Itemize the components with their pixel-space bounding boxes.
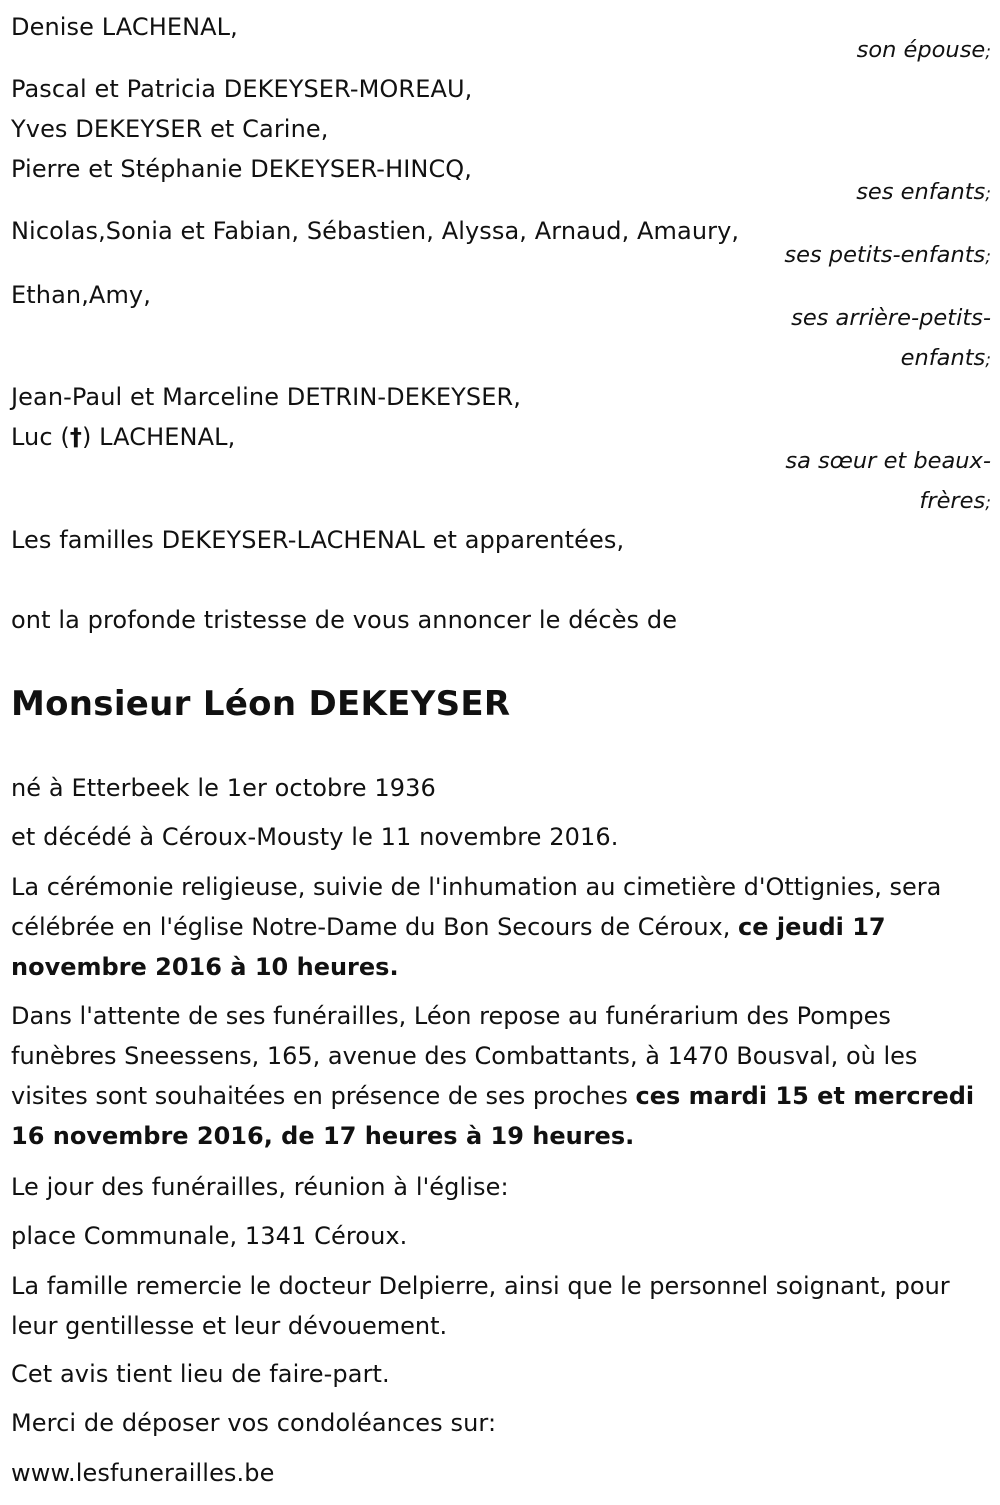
relation-great-grandchildren-line1: ses arrière-petits- (791, 305, 991, 331)
condolences-line: Merci de déposer vos condoléances sur: (11, 1409, 497, 1437)
child-name: Pascal et Patricia DEKEYSER-MOREAU, (11, 75, 473, 103)
sibling-name: Jean-Paul et Marceline DETRIN-DEKEYSER, (11, 383, 521, 411)
relation-siblings-line1: sa sœur et beaux- (785, 448, 991, 474)
notice-line: Cet avis tient lieu de faire-part. (11, 1360, 390, 1388)
families-line: Les familles DEKEYSER-LACHENAL et apparentées, (11, 526, 625, 554)
child-name: Pierre et Stéphanie DEKEYSER-HINCQ, (11, 155, 473, 183)
relation-spouse: son épouse; (856, 37, 991, 63)
announcement: ont la profonde tristesse de vous annoncer le décès de (11, 606, 678, 634)
relation-great-grandchildren-line2: enfants; (900, 345, 991, 371)
thanks-paragraph: La famille remercie le docteur Delpierre, ainsi que le personnel soignant, pour leur gentillesse et leur dévouement. (11, 1272, 950, 1340)
church-address: place Communale, 1341 Céroux. (11, 1222, 408, 1250)
spouse-name: Denise LACHENAL, (11, 13, 238, 41)
death-info: et décédé à Céroux-Mousty le 11 novembre 2016. (11, 823, 619, 851)
grandchildren-names: Nicolas,Sonia et Fabian, Sébastien, Alyssa, Arnaud, Amaury, (11, 217, 740, 245)
birth-info: né à Etterbeek le 1er octobre 1936 (11, 774, 436, 802)
relation-grandchildren: ses petits-enfants; (784, 242, 991, 268)
cross-icon: † (69, 423, 82, 451)
deceased-name: Monsieur Léon DEKEYSER (11, 684, 511, 724)
ceremony-paragraph: La cérémonie religieuse, suivie de l'inhumation au cimetière d'Ottignies, sera célébrée en l'église Notre-Dame du Bon Secours de Céroux, ce jeudi 17 novembre 2016 à 10 heures. (11, 873, 942, 981)
sibling-name-luc: Luc (†) LACHENAL, (11, 423, 236, 451)
child-name: Yves DEKEYSER et Carine, (11, 115, 329, 143)
great-grandchildren-names: Ethan,Amy, (11, 281, 151, 309)
meeting-info: Le jour des funérailles, réunion à l'église: (11, 1173, 509, 1201)
relation-siblings-line2: frères; (919, 488, 991, 514)
visitation-paragraph: Dans l'attente de ses funérailles, Léon repose au funérarium des Pompes funèbres Sneessens, 165, avenue des Combattants, à 1470 Bousval, où les visites sont souhaitées en présence de ses proches ces mardi 15 et mercredi 16 novembre 2016, de 17 heures à 19 heures. (11, 1002, 975, 1150)
website-link[interactable]: www.lesfunerailles.be (11, 1459, 275, 1487)
relation-children: ses enfants; (856, 179, 991, 205)
